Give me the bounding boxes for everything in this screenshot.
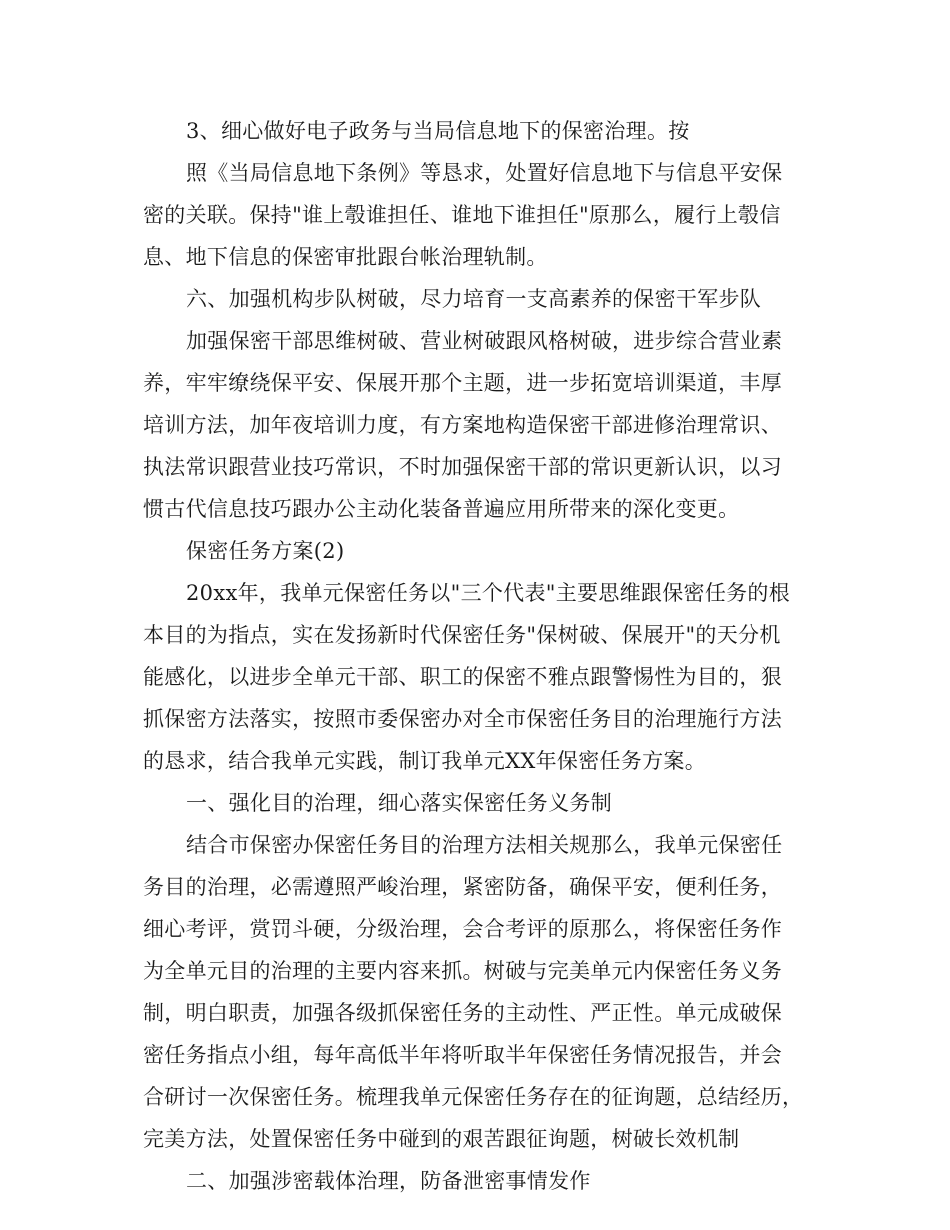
- text-line-22: 制，明白职责，加强各级抓保密任务的主动性、严正性。单元成破保: [143, 1001, 782, 1025]
- text-line-16: 的恳求，结合我单元实践，制订我单元XX年保密任务方案。: [143, 749, 706, 773]
- text-line-12: 20xx年，我单元保密任务以"三个代表"主要思维跟保密任务的根: [186, 581, 791, 605]
- text-line-9: 执法常识跟营业技巧常识，不时加强保密干部的常识更新认识，以习: [143, 455, 782, 479]
- text-line-7: 养，牢牢缭绕保平安、保展开那个主题，进一步拓宽培训渠道，丰厚: [143, 371, 782, 395]
- text-line-19: 务目的治理，必需遵照严峻治理，紧密防备，确保平安，便利任务，: [143, 875, 782, 899]
- text-line-2: 照《当局信息地下条例》等恳求，处置好信息地下与信息平安保: [186, 161, 783, 185]
- text-line-1: 3、细心做好电子政务与当局信息地下的保密治理。按: [186, 119, 690, 143]
- section-heading-2: 二、加强涉密载体治理，防备泄密事情发作: [186, 1169, 591, 1193]
- text-line-25: 完美方法，处置保密任务中碰到的艰苦跟征询题，树破长效机制: [143, 1127, 740, 1151]
- text-line-14: 能感化，以进步全单元干部、职工的保密不雅点跟警惕性为目的，狠: [143, 665, 782, 689]
- text-line-10: 惯古代信息技巧跟办公主动化装备普遍应用所带来的深化变更。: [143, 497, 740, 521]
- text-line-15: 抓保密方法落实，按照市委保密办对全市保密任务目的治理施行方法: [143, 707, 782, 731]
- text-line-13: 本目的为指点，实在发扬新时代保密任务"保树破、保展开"的天分机: [143, 623, 781, 647]
- text-line-6: 加强保密干部思维树破、营业树破跟风格树破，进步综合营业素: [186, 329, 783, 353]
- text-line-18: 结合市保密办保密任务目的治理方法相关规那么，我单元保密任: [186, 833, 783, 857]
- text-line-21: 为全单元目的治理的主要内容来抓。树破与完美单元内保密任务义务: [143, 959, 782, 983]
- section-heading-1: 一、强化目的治理，细心落实保密任务义务制: [186, 791, 612, 815]
- document-subtitle: 保密任务方案(2): [186, 539, 345, 563]
- text-line-3: 密的关联。保持"谁上彀谁担任、谁地下谁担任"原那么，履行上彀信: [143, 203, 781, 227]
- text-line-24: 合研讨一次保密任务。梳理我单元保密任务存在的征询题，总结经历，: [143, 1085, 804, 1109]
- text-line-8: 培训方法，加年夜培训力度，有方案地构造保密干部进修治理常识、: [143, 413, 782, 437]
- text-line-20: 细心考评，赏罚斗硬，分级治理，会合考评的原那么，将保密任务作: [143, 917, 782, 941]
- text-line-23: 密任务指点小组，每年高低半年将听取半年保密任务情况报告，并会: [143, 1043, 782, 1067]
- text-line-4: 息、地下信息的保密审批跟台帐治理轨制。: [143, 245, 548, 269]
- section-heading-6: 六、加强机构步队树破，尽力培育一支高素养的保密干军步队: [186, 287, 762, 311]
